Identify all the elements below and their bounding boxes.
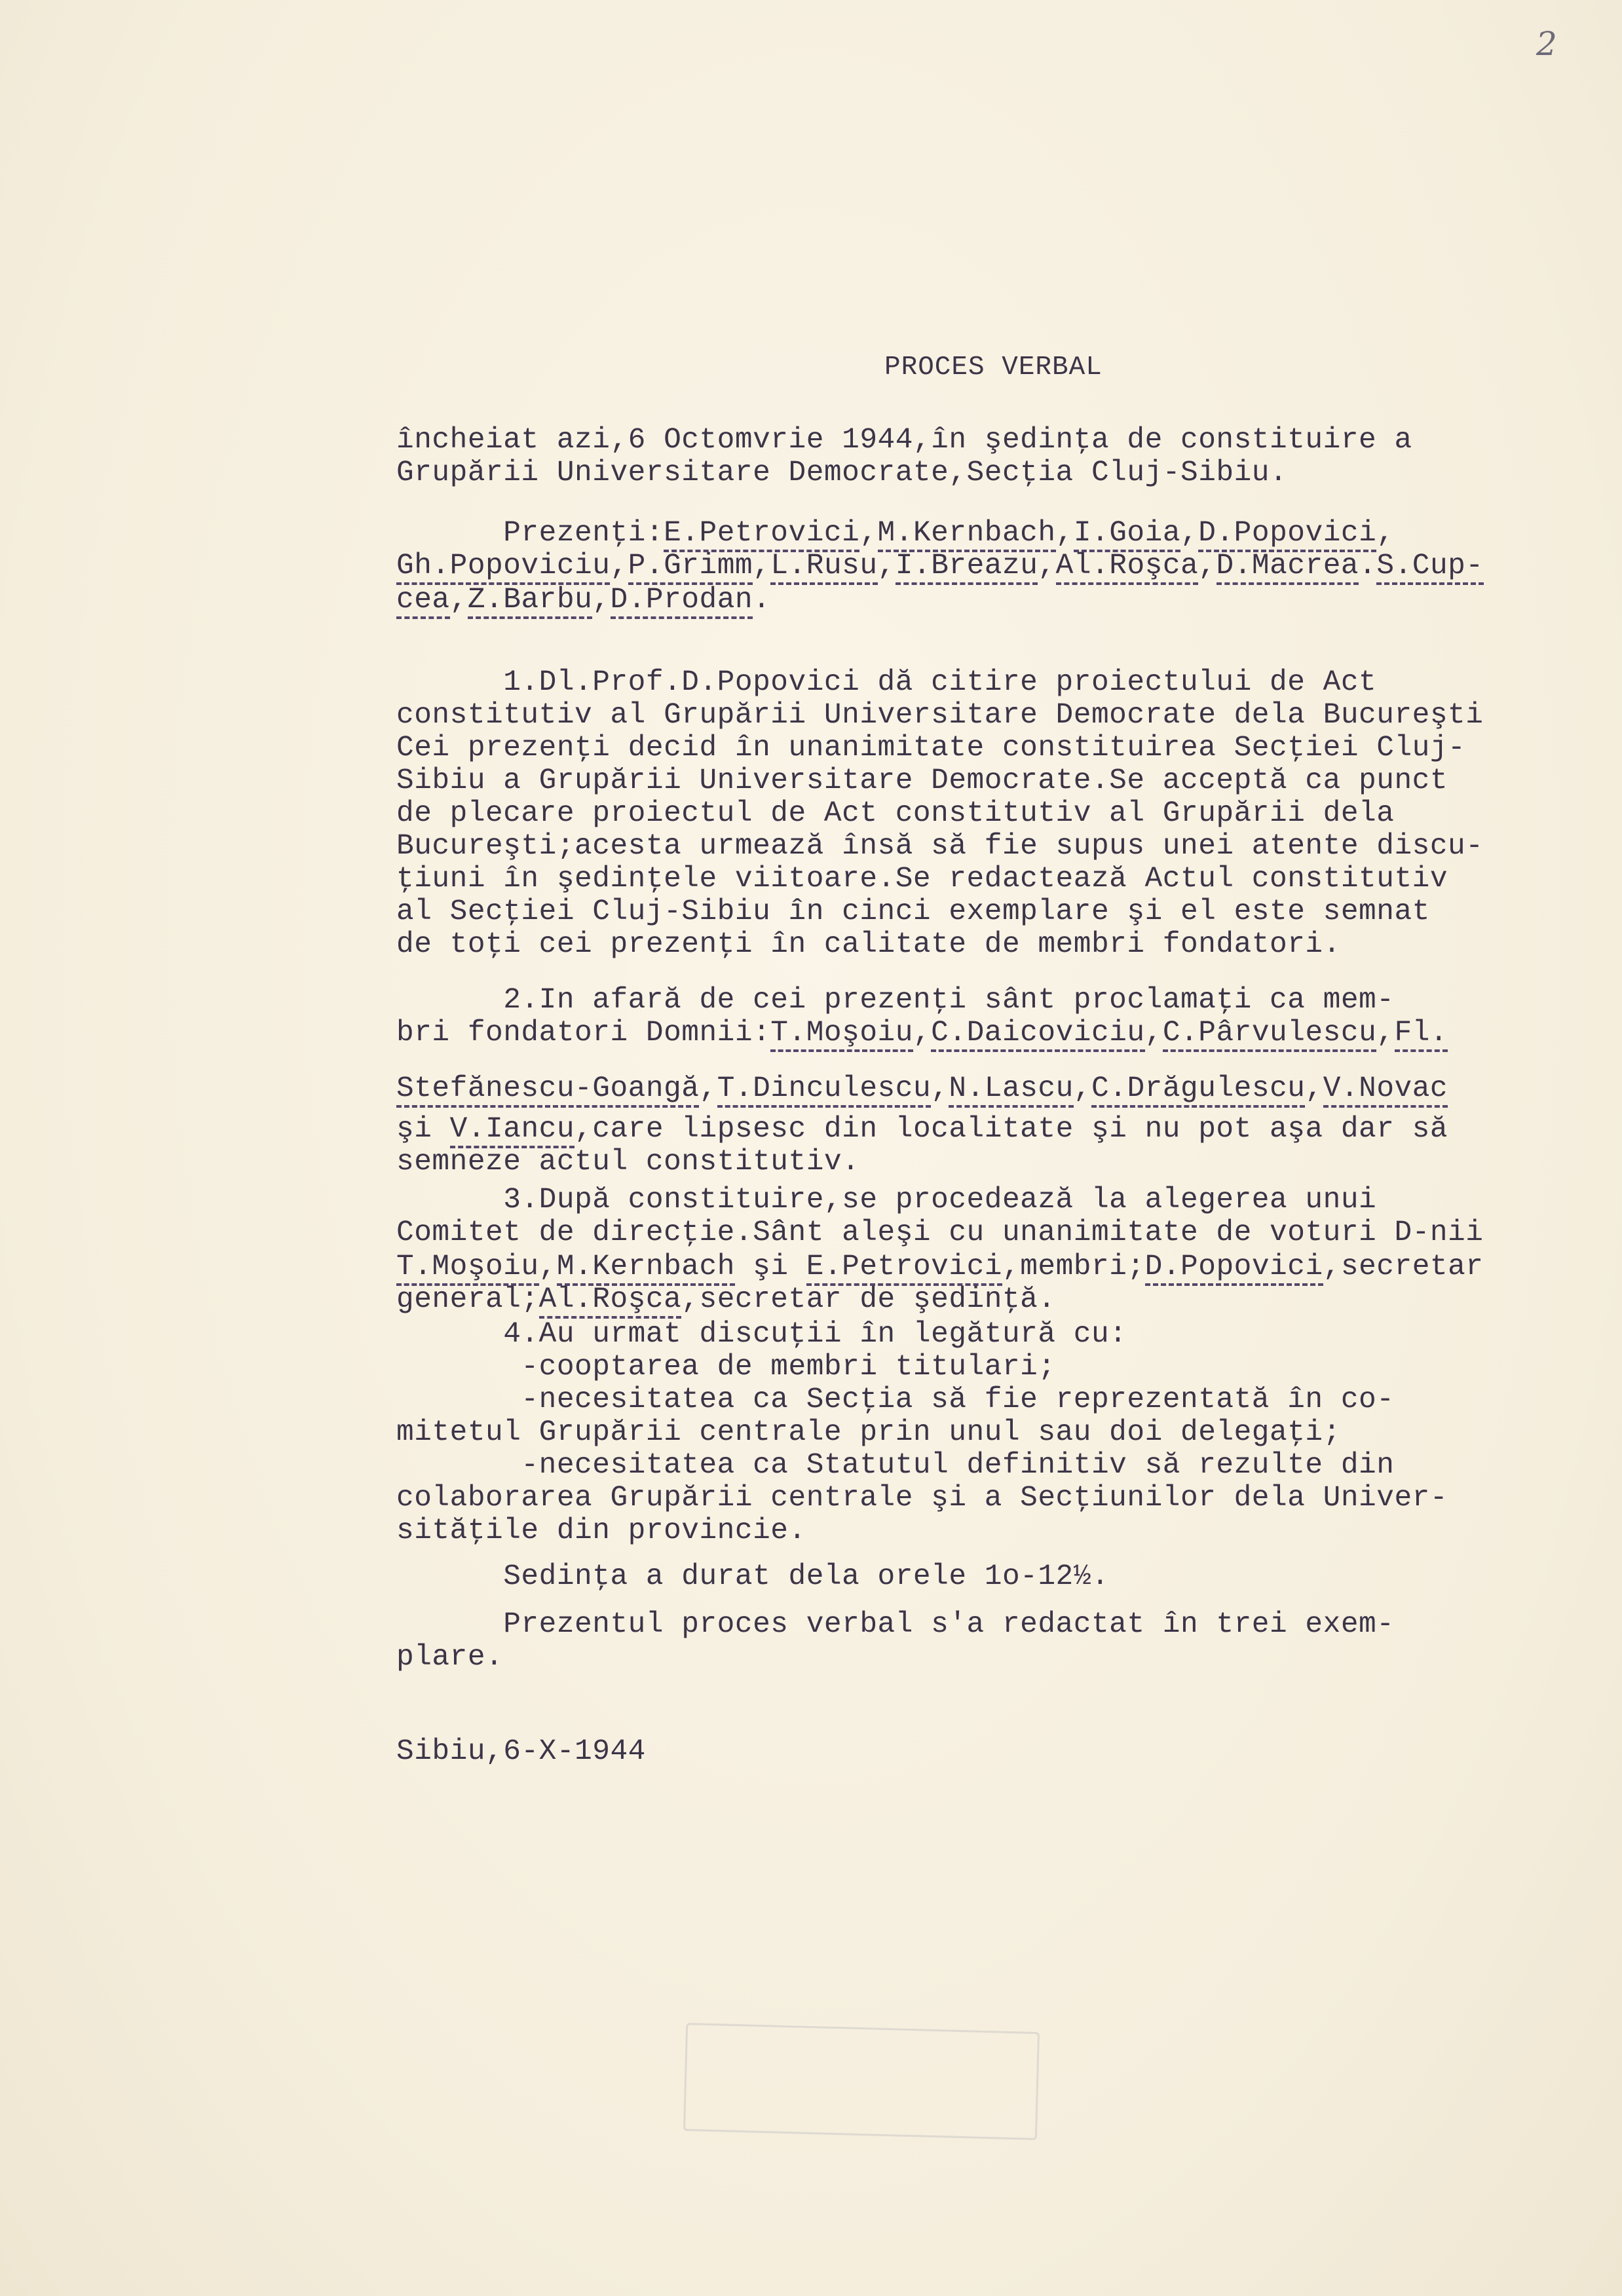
text-segment: ,membri; [1002,1251,1145,1283]
text-line [396,1385,1394,1415]
text-segment: 3.După constituire,se procedează la alegerea unui [396,1184,1377,1216]
text-line [396,586,770,615]
text-segment: , [610,550,628,582]
text-line [396,1320,1127,1349]
text-line [396,930,1341,960]
text-segment: Comitet de direcţie.Sânt aleşi cu unanimitate de voturi D-nii [396,1216,1484,1249]
text-line [396,865,1448,894]
text-segment: 2.In afară de cei prezenţi sânt proclamaţi ca mem- [396,984,1395,1017]
underlined-name: N.Lascu [949,1072,1073,1108]
text-line [396,701,1483,730]
text-line [396,459,1287,488]
text-segment: sităţile din provincie. [396,1515,806,1547]
underlined-name: C.Pârvulescu [1163,1017,1376,1052]
text-segment: . [753,584,771,616]
text-line [396,1643,503,1672]
text-segment: -cooptarea de membri titulari; [396,1351,1056,1383]
text-line [396,1562,1109,1592]
text-line [396,519,1395,548]
text-line [396,734,1465,763]
text-segment: , [753,550,771,582]
underlined-name: Fl. [1395,1017,1448,1052]
text-segment: 1.Dl.Prof.D.Popovici dă citire proiectului de Act [396,666,1377,699]
underlined-name: D.Prodan [611,584,753,619]
underlined-name: D.Macrea [1216,550,1359,585]
text-segment: Prezenţi: [396,517,664,550]
text-segment: , [538,1251,557,1283]
text-segment: , [931,1072,949,1105]
text-line [396,897,1430,927]
text-line [396,668,1376,698]
underlined-name: L.Rusu [770,550,877,585]
text-line [396,426,1412,455]
text-line [396,1074,1448,1104]
text-segment: , [1180,517,1199,550]
text-line [396,832,1483,861]
underlined-name: Z.Barbu [468,584,592,619]
text-segment: , [1144,1017,1163,1049]
text-segment: , [859,517,878,550]
underlined-name: C.Daicoviciu [931,1017,1144,1052]
text-segment: , [1376,1017,1395,1049]
text-line [396,1218,1483,1248]
underlined-name: E.Petrovici [806,1251,1002,1286]
underlined-name: Gh.Popoviciu [396,550,610,585]
text-line [396,799,1394,829]
text-line [396,1610,1394,1640]
text-segment: colaborarea Grupării centrale şi a Secţiunilor dela Univer- [396,1482,1448,1515]
text-segment: constitutiv al Grupării Universitare Democrate dela Bucureşti [396,699,1484,732]
underlined-name: S.Cup- [1376,550,1483,585]
text-segment: , [1055,517,1074,550]
text-line [396,1516,806,1546]
text-segment: Grupării Universitare Democrate,Secţia Cluj-Sibiu. [396,457,1288,489]
text-segment: , [449,584,468,616]
text-segment: Cei prezenţi decid în unanimitate constituirea Secţiei Cluj- [396,732,1466,764]
text-segment: de toţi cei prezenţi în calitate de membri fondatori. [396,928,1341,961]
text-segment: , [1305,1072,1323,1105]
text-line [396,1115,1448,1144]
underlined-name: E.Petrovici [664,517,859,552]
text-segment: , [1376,517,1395,550]
underlined-name: Al.Roşca [1056,550,1199,585]
text-line [396,1418,1341,1448]
text-line [396,552,1484,581]
text-segment: al Secţiei Cluj-Sibiu în cinci exemplare şi el este semnat [396,895,1430,928]
underlined-name: cea [396,584,450,619]
text-segment: şi [396,1113,450,1146]
text-segment: plare. [396,1641,504,1674]
text-segment: , [1073,1072,1092,1105]
text-line [396,1451,1394,1480]
text-segment: bri fondatori Domnii: [396,1017,771,1049]
text-segment: -necesitatea ca Statutul definitiv să rezulte din [396,1449,1395,1482]
text-line [396,766,1448,796]
text-segment: încheiat azi,6 Octomvrie 1944,în şedinţa de constituire a [396,424,1412,457]
text-segment: Prezentul proces verbal s'a redactat în trei exem- [396,1608,1395,1641]
underlined-name: M.Kernbach [557,1251,735,1286]
page-number: 2 [1536,25,1557,63]
underlined-name: D.Popovici [1198,517,1376,552]
text-segment: , [592,584,611,616]
text-segment: Bucureşti;acesta urmează însă să fie supus unei atente discu- [396,830,1484,863]
underlined-name: T.Moşoiu [396,1251,539,1286]
text-segment: mitetul Grupării centrale prin unul sau doi delegaţi; [396,1416,1341,1449]
text-segment: general; [396,1283,539,1316]
text-segment: . [1359,550,1377,582]
text-segment: ,secretar [1323,1251,1484,1283]
text-line [396,1737,646,1767]
underlined-name: P.Grimm [628,550,753,585]
underlined-name: I.Goia [1074,517,1180,552]
text-segment: 4.Au urmat discuţii în legătură cu: [396,1318,1127,1351]
underlined-name: V.Novac [1323,1072,1448,1108]
text-line [396,1186,1376,1215]
text-segment: ,secretar de şedinţă. [681,1283,1056,1316]
text-segment: de plecare proiectul de Act constitutiv al Grupării dela [396,797,1395,830]
underlined-name: V.Iancu [450,1113,575,1148]
text-segment: ţiuni în şedinţele viitoare.Se redactează Actul constitutiv [396,863,1448,895]
underlined-name: C.Drăgulescu [1091,1072,1305,1108]
text-segment: şi [734,1251,806,1283]
text-segment: ,care lipsesc din localitate şi nu pot aşa dar să [575,1113,1448,1146]
text-line [396,1019,1448,1048]
underlined-name: D.Popovici [1145,1251,1323,1286]
underlined-name: Stefănescu-Goangă [396,1072,699,1108]
text-segment: , [1198,550,1216,582]
text-line [396,1353,1056,1382]
text-segment: semneze actul constitutiv. [396,1146,860,1178]
text-segment: Sedinţa a durat dela orele 1o-12½. [396,1560,1110,1593]
text-line [396,1252,1484,1282]
text-line [396,1148,859,1177]
underlined-name: T.Moşoiu [770,1017,913,1052]
underlined-name: I.Breazu [896,550,1038,585]
text-segment: Sibiu,6-X-1944 [396,1735,646,1768]
library-stamp [683,2023,1040,2140]
underlined-name: T.Dinculescu [717,1072,931,1108]
text-segment: -necesitatea ca Secţia să fie reprezentată în co- [396,1383,1395,1416]
underlined-name: M.Kernbach [878,517,1056,552]
text-segment: , [913,1017,932,1049]
text-line [396,1285,1056,1315]
text-segment: , [1038,550,1056,582]
underlined-name: Al.Roşca [539,1283,682,1319]
document-title: PROCES VERBAL [884,352,1103,383]
text-segment: Sibiu a Grupării Universitare Democrate.Se acceptă ca punct [396,764,1448,797]
text-segment: , [699,1072,717,1105]
text-line [396,1484,1448,1513]
text-line [396,986,1394,1015]
text-segment: , [877,550,896,582]
